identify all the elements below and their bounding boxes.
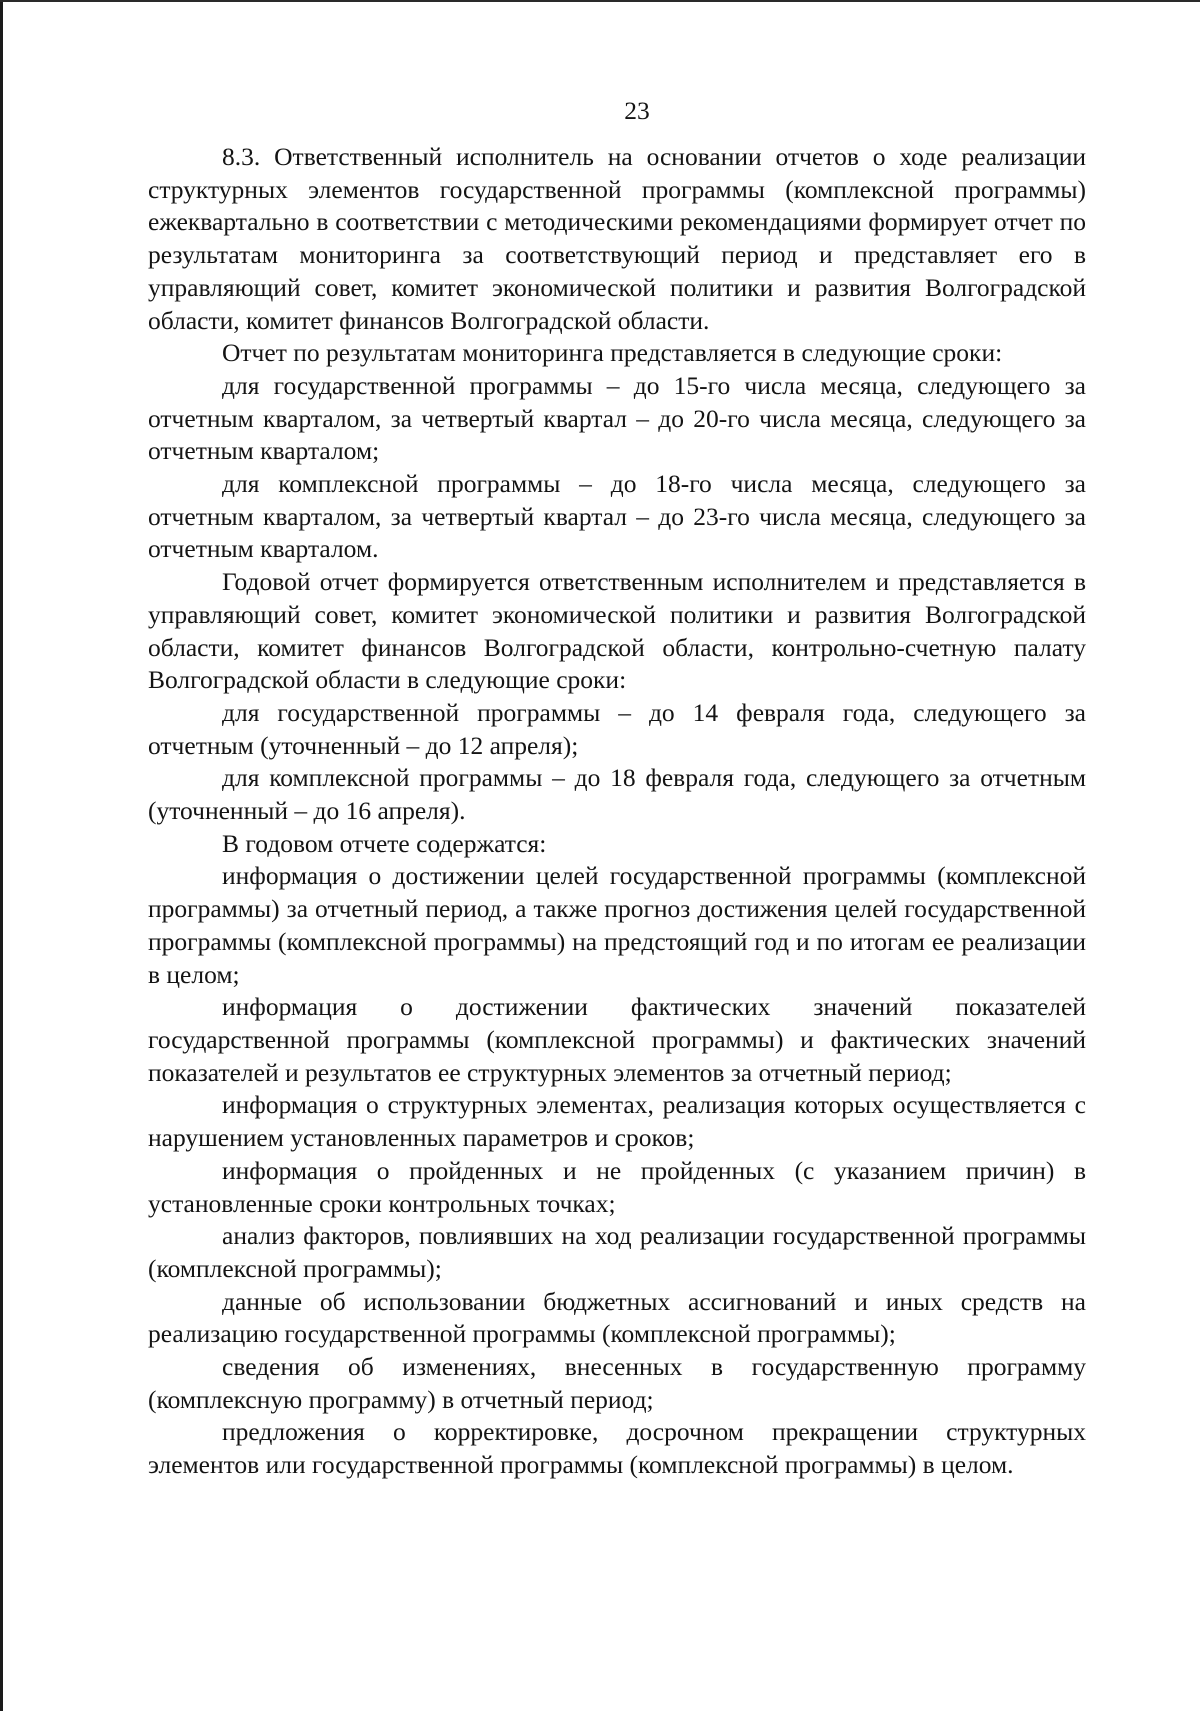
paragraph-state-program-deadline: для государственной программы – до 15-го числа месяца, следующего за отчетным кварталом, за четвертый квартал – до 20-го числа месяца, следующего за отчетным кварталом; (148, 370, 1086, 466)
paragraph-factors-analysis: анализ факторов, повлиявших на ход реализации государственной программы (комплексной программы); (148, 1221, 1086, 1283)
paragraph-annual-complex-deadline: для комплексной программы – до 18 февраля года, следующего за отчетным (уточненный – до 16 апреля). (148, 763, 1086, 826)
paragraph-budget-usage: данные об использовании бюджетных ассигнований и иных средств на реализацию государственной программы (комплексной программы); (148, 1286, 1086, 1349)
document-page (148, 95, 1086, 1482)
page-number: 23 (624, 96, 650, 125)
paragraph-proposals: предложения о корректировке, досрочном прекращении структурных элементов или государственной программы (комплексной программы) в целом. (148, 1417, 1086, 1480)
paragraph-complex-program-deadline: для комплексной программы – до 18-го числа месяца, следующего за отчетным кварталом, за четвертый квартал – до 23-го числа месяца, следующего за отчетным кварталом. (148, 469, 1086, 564)
paragraph-annual-state-deadline: для государственной программы – до 14 февраля года, следующего за отчетным (уточненный – до 12 апреля); (148, 697, 1086, 760)
scan-edge-top (0, 0, 1200, 2)
paragraph-checkpoints-info: информация о пройденных и не пройденных (с указанием причин) в установленные сроки контрольных точках; (148, 1155, 1086, 1218)
paragraph-8-3: 8.3. Ответственный исполнитель на основании отчетов о ходе реализации структурных элементов государственной программы (комплексной программы) ежеквартально в соответствии с методическими рекомендациями формирует отчет по результатам мониторинга за соответствующий период и представляет его в управляющий совет, комитет экономической политики и развития Волгоградской области, комитет финансов Волгоградской области. (148, 142, 1086, 335)
paragraph-indicators-info: информация о достижении фактических значений показателей государственной программы (комплексной программы) и фактических значений показателей и результатов ее структурных элементов за отчетный период; (148, 992, 1086, 1087)
paragraph-changes-info: сведения об изменениях, внесенных в государственную программу (комплексную программу) в отчетный период; (148, 1352, 1086, 1414)
scan-edge-left (0, 0, 3, 1711)
paragraph-goals-info: информация о достижении целей государственной программы (комплексной программы) за отчетный период, а также прогноз достижения целей государственной программы (комплексной программы) на предстоящий год и по итогам ее реализации в целом; (148, 861, 1086, 989)
paragraph-violations-info: информация о структурных элементах, реализация которых осуществляется с нарушением установленных параметров и сроков; (148, 1090, 1086, 1153)
paragraph-annual-contents: В годовом отчете содержатся: (222, 828, 547, 858)
paragraph-monitoring-deadlines: Отчет по результатам мониторинга представляется в следующие сроки: (222, 338, 1003, 368)
paragraph-annual-report: Годовой отчет формируется ответственным исполнителем и представляется в управляющий совет, комитет экономической политики и развития Волгоградской области, комитет финансов Волгоградской области, контрольно-счетную палату Волгоградской области в следующие сроки: (148, 567, 1086, 695)
